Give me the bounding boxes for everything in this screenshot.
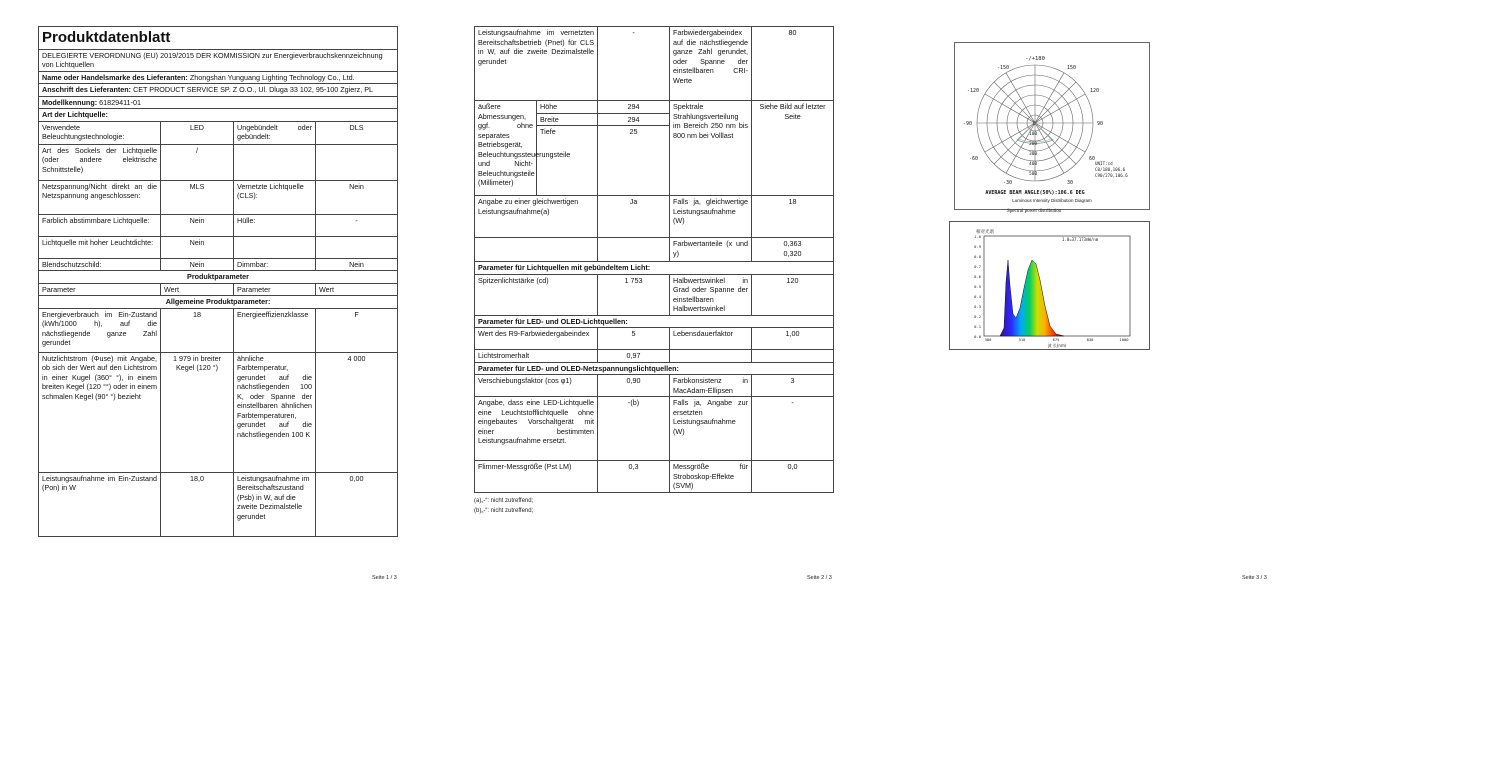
param-value: -(b) [598,397,670,461]
radial-label: 0 [1033,122,1036,127]
param-label: Energieverbrauch im Ein-Zustand (kWh/1000 h), auf die nächstliegende ganze Zahl gerundet [39,308,161,352]
legend-line: C0/180,106.6 [1095,167,1126,172]
param-label: Flimmer-Messgröße (Pst LM) [475,461,598,493]
angle-label: 60 [1089,156,1096,162]
chroma-label: Farbwertanteile (x und y) [670,238,752,262]
radial-label: 200 [1029,142,1038,147]
param-label: Leistungsaufnahme im Ein-Zustand (Pon) in W [39,472,161,536]
empty-cell [598,238,670,262]
spectral-value: Siehe Bild auf letzter Seite [752,101,834,196]
param-value: Ja [598,196,670,238]
y-tick-label: 1.0 [974,234,981,239]
x-tick-label: 675 [1052,337,1060,342]
angle-label: -90 [963,121,973,127]
regulation-text: DELEGIERTE VERORDNUNG (EU) 2019/2015 DER KOMMISSION zur Energieverbrauchskennzeichnung von Lichtquellen [39,49,398,71]
param-value: 1 753 [598,274,670,315]
spectrum-info: 1.0=37.173mW/nm [1062,237,1099,242]
param-label: Angabe zu einer gleichwertigen Leistungsaufnahme(a) [475,196,598,238]
row-label: Lichtquelle mit hoher Leuchtdichte: [39,236,161,258]
angle-label: -150 [997,65,1010,71]
dim-value: 25 [598,126,670,196]
polar-diagram-figure [954,42,1150,210]
radial-label: 500 [1029,172,1038,177]
y-tick-label: 0.3 [974,304,981,309]
col-header-value: Wert [316,283,398,296]
polar-diagram [955,43,1149,209]
row-label: Verwendete Beleuchtungstechnologie: [39,121,161,144]
param-label: Falls ja, Angabe zur ersetzten Leistungsaufnahme (W) [670,397,752,461]
x-tick-label: 830 [1086,337,1094,342]
empty-cell [670,350,752,363]
supplier-name-row [39,71,398,84]
y-tick-labels [974,234,982,339]
y-tick-label: 0.6 [974,274,981,279]
y-tick-label: 0.7 [974,264,981,269]
y-tick-label: 0.4 [974,294,981,299]
param-label: Messgröße für Stroboskop-Effekte (SVM) [670,461,752,493]
row-value: Nein [316,180,398,214]
row-label: Vernetzte Lichtquelle (CLS): [234,180,316,214]
y-tick-label: 0.9 [974,244,981,249]
x-tick-label: 1000 [1119,337,1129,342]
page-2 [474,26,834,516]
spectrum-y-title: 相对光谱 [976,230,994,235]
footnote-b: (b)„-“: nicht zutreffend; [474,508,534,515]
param-value: 3 [752,375,834,397]
param-label: Energieeffizienzklasse [234,308,316,352]
empty-cell [475,238,598,262]
chroma-values [752,238,834,262]
angle-label: 150 [1067,65,1077,71]
param-value: - [752,397,834,461]
supplier-name-label: Name oder Handelsmarke des Lieferanten: [42,72,188,82]
model-row [39,96,398,109]
param-label: Farbkonsistenz in MacAdam-Ellipsen [670,375,752,397]
y-tick-label: 0.2 [974,314,981,319]
param-label: ähnliche Farbtemperatur, gerundet auf die nächstliegenden 100 K, oder Spanne der einstellbaren ähnlichen Farbtemperaturen, gerundet auf die nächstliegenden 100 K [234,352,316,472]
y-tick-label: 0.8 [974,254,981,259]
y-tick-label: 0.0 [974,334,981,339]
address-row [39,84,398,97]
dimensions-label: äußere Abmessungen, ggf. ohne separates Betriebsgerät, Beleuchtungssteuerungsteile und Nicht-Beleuchtungsteile (Millimeter) [475,101,537,196]
page-title: Produktdatenblatt [39,27,398,50]
param-value: 18,0 [161,472,234,536]
param-label: Spitzenlichtstärke (cd) [475,274,598,315]
datasheet-table-page-2 [474,26,834,493]
param-value: 1,00 [752,328,834,350]
col-header-value: Wert [161,283,234,296]
address: CET PRODUCT SERVICE SP. Z O.O., Ul. Dluga 33 102, 95-100 Zgierz, PL [133,85,374,95]
row-label: Blendschutzschild: [39,258,161,271]
param-label: Angabe, dass eine LED-Lichtquelle eine Leuchtstofflichtquelle ohne eingebautes Vorschaltgerät mit einer bestimmten Leistungsaufnahme ersetzt. [475,397,598,461]
param-label: Halbwertswinkel in Grad oder Spanne der einstellbaren Halbwertswinkel [670,274,752,315]
supplier-name: Zhongshan Yunguang Lighting Technology Co., Ltd. [189,72,355,82]
empty-cell [752,350,834,363]
dim-key: Breite [537,113,598,126]
chroma-x: 0,363 [783,239,802,248]
param-value: 0,0 [752,461,834,493]
radial-label: 400 [1029,162,1038,167]
param-value: 0,00 [316,472,398,536]
datasheet-table-page-1 [38,26,398,537]
page-3-footer: Seite 3 / 3 [1242,575,1267,581]
param-value: 80 [752,27,834,101]
param-label: Lebensdauerfaktor [670,328,752,350]
row-value: Nein [316,258,398,271]
param-value: 1 979 in breiter Kegel (120 °) [161,352,234,472]
angle-label: 120 [1090,88,1100,94]
angle-label: -120 [967,88,980,94]
led-heading: Parameter für LED- und OLED-Lichtquellen: [475,315,834,328]
row-value: - [316,214,398,236]
param-value: 0,97 [598,350,670,363]
angle-label: -30 [1003,180,1013,186]
row-label [234,236,316,258]
footnotes [474,496,834,516]
dim-value: 294 [598,101,670,114]
model-id: 61829411-01 [99,97,141,107]
angle-label: 90 [1097,121,1104,127]
mains-heading: Parameter für LED- und OLED-Netzspannungslichtquellen: [475,362,834,375]
row-value [316,236,398,258]
param-label: Lichtstromerhalt [475,350,598,363]
param-value: 120 [752,274,834,315]
row-value: LED [161,121,234,144]
dim-key: Tiefe [537,126,598,196]
spectrum-x-title: 波 长(nm) [1047,343,1067,348]
model-label: Modellkennung: [42,97,98,107]
y-tick-label: 0.5 [974,284,981,289]
spectrum-figure [949,221,1150,350]
col-header-param: Parameter [234,283,316,296]
polar-caption: Luminous Intensity Distribution Diagram [1012,198,1092,203]
radial-label: 300 [1029,152,1038,157]
row-value: / [161,144,234,180]
row-label: Netzspannung/Nicht direkt an die Netzspannung angeschlossen: [39,180,161,214]
product-params-heading: Produktparameter [39,271,398,284]
radial-label: 100 [1029,132,1038,137]
legend-line: UNIT:cd [1095,161,1113,166]
row-value: Nein [161,258,234,271]
param-value: - [598,27,670,101]
param-value: 18 [752,196,834,238]
param-value: 5 [598,328,670,350]
param-label: Verschiebungsfaktor (cos φ1) [475,375,598,397]
row-label: Art des Sockels der Lichtquelle (oder andere elektrische Schnittstelle) [39,144,161,180]
param-value: 4 000 [316,352,398,472]
dim-key: Höhe [537,101,598,114]
x-tick-label: 380 [984,337,992,342]
x-tick-label: 510 [1018,337,1026,342]
row-label [234,144,316,180]
angle-label: 30 [1067,180,1074,186]
general-params-heading: Allgemeine Produktparameter: [39,296,398,309]
row-label: Ungebündelt oder gebündelt: [234,121,316,144]
spectral-label: Spektrale Strahlungsverteilung im Bereich 250 nm bis 800 nm bei Volllast [670,101,752,196]
param-label: Wert des R9-Farbwiedergabeindex [475,328,598,350]
row-value: MLS [161,180,234,214]
x-tick-labels [985,337,1130,342]
param-label: Falls ja, gleichwertige Leistungsaufnahme (W) [670,196,752,238]
row-label: Hülle: [234,214,316,236]
page-2-footer: Seite 2 / 3 [807,575,832,581]
row-label: Dimmbar: [234,258,316,271]
chroma-y: 0,320 [783,248,802,258]
param-value: 18 [161,308,234,352]
angle-label: -60 [969,156,979,162]
col-header-param: Parameter [39,283,161,296]
param-label: Nutzlichtstrom (Φuse) mit Angabe, ob sich der Wert auf den Lichtstrom in einer Kugel (360° °), in einem breiten Kegel (120 °°) oder in einem schmalen Kegel (90° °) bezieht [39,352,161,472]
polar-top-label: -/+180 [1025,56,1045,62]
row-value: Nein [161,214,234,236]
type-heading: Art der Lichtquelle: [39,109,398,122]
row-value: DLS [316,121,398,144]
row-value: Nein [161,236,234,258]
row-value [316,144,398,180]
param-value: 0,3 [598,461,670,493]
beam-angle-text: AVERAGE BEAM ANGLE(50%):106.6 DEG [985,190,1085,196]
spectral-caption: Spectral power distribution [1007,209,1062,214]
legend-line: C90/270,106.6 [1095,173,1128,178]
param-label: Leistungsaufnahme im Bereitschaftszustand (Psb) in W, auf die zweite Dezimalstelle gerundet [234,472,316,536]
y-tick-label: 0.1 [974,324,981,329]
dim-value: 294 [598,113,670,126]
param-label: Farbwiedergabeindex auf die nächstliegende ganze Zahl gerundet, oder Spanne der einstellbaren CRI-Werte [670,27,752,101]
param-label: Leistungsaufnahme im vernetzten Bereitschaftsbetrieb (Pnet) für CLS in W, auf die zweite Dezimalstelle gerundet [475,27,598,101]
address-label: Anschrift des Lieferanten: [42,85,132,95]
footnote-a: (a)„-“: nicht zutreffend; [474,498,534,504]
page-1-footer: Seite 1 / 3 [372,575,397,581]
row-label: Farblich abstimmbare Lichtquelle: [39,214,161,236]
directional-heading: Parameter für Lichtquellen mit gebündeltem Licht: [475,262,834,275]
param-value: F [316,308,398,352]
spectrum-chart [950,222,1149,349]
param-value: 0,90 [598,375,670,397]
page-1 [38,26,398,537]
